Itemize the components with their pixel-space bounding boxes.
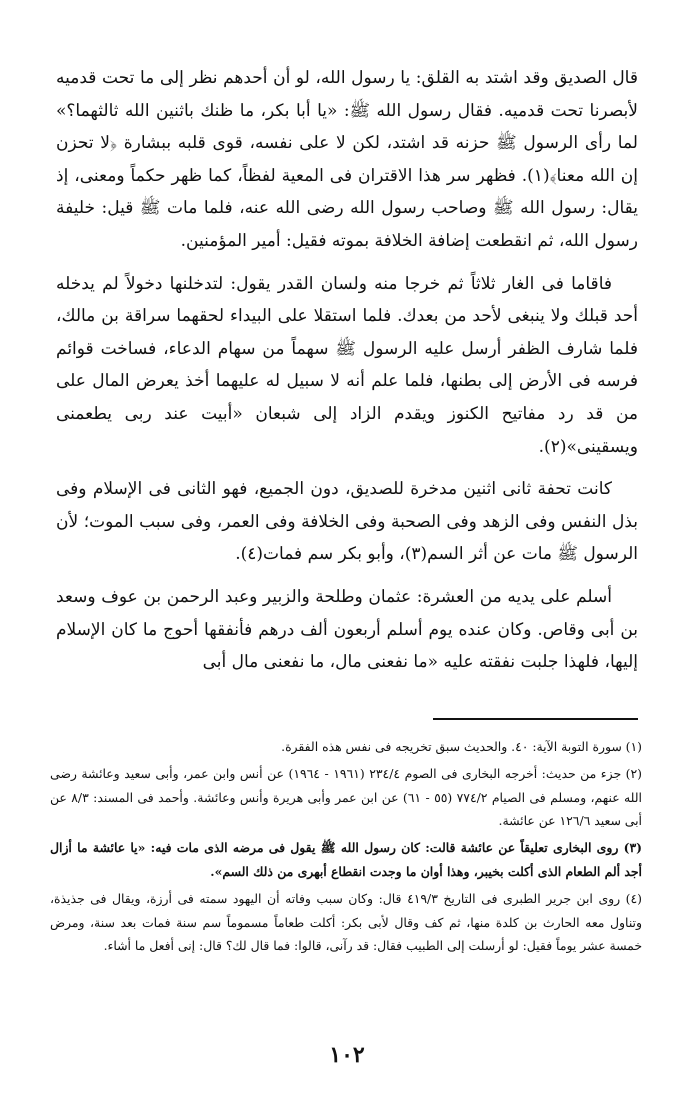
paragraph-1: قال الصديق وقد اشتد به القلق: يا رسول الله، لو أن أحدهم نظر إلى ما تحت قدميه لأبصرنا تحت قدميه. فقال رسول الله ﷺ: «يا أبا بكر، ما ظنك باثنين الله ثالثهما؟» لما رأى الرسول ﷺ حزنه قد اشتد، لكن لا على نفسه، قوى قلبه ببشارة ﴿لا تحزن إن الله معنا﴾(١). فظهر سر هذا الاقتران فى المعية لفظاً، كما ظهر حكماً ومعنى، إذ يقال: رسول الله ﷺ وصاحب رسول الله رضى الله عنه، فلما مات ﷺ قيل: خليفة رسول الله، ثم انقطعت إضافة الخلافة بموته فقيل: أمير المؤمنين.	[56, 68, 638, 251]
footnote-2: (٢) جزء من حديث: أخرجه البخارى فى الصوم ٢٣٤/٤ (١٩٦١ - ١٩٦٤) عن أنس وابن عمر، وأبى سعيد وعائشة رضى الله عنهم، ومسلم فى الصيام ٧٧٤/٢ (٥٥ - ٦١) عن ابن عمر وأبى هريرة وأنس وعائشة. وأحمد فى المسند: ٨/٣ عن أبى سعيد ١٢٦/٦ عن عائشة.	[50, 765, 642, 829]
paragraph-3: كانت تحفة ثانى اثنين مدخرة للصديق، دون الجميع، فهو الثانى فى الإسلام وفى بذل النفس وفى الزهد وفى الصحبة وفى الخلافة وفى العمر، وفى سبب الموت؛ لأن الرسول ﷺ مات عن أثر السم(٣)، وأبو بكر سم فمات(٤).	[56, 479, 638, 565]
paragraph-4: أسلم على يديه من العشرة: عثمان وطلحة والزبير وعبد الرحمن بن عوف وسعد بن أبى وقاص. وكان عنده يوم أسلم أربعون ألف درهم فأنفقها أحوج ما كان الإسلام إليها، فلهذا جلبت نفقته عليه «ما نفعنى مال، ما نفعنى مال أبى	[56, 586, 638, 673]
footnote-divider	[433, 718, 638, 720]
footnotes	[50, 735, 642, 961]
footnote-4: (٤) روى ابن جرير الطبرى فى التاريخ ٤١٩/٣ قال: وكان سبب وفاته أن اليهود سمته فى أرزة، ويقال فى جذيذة، وتناول معه الحارث بن كلدة منها، ثم كف وقال لأبى بكر: أكلت طعاماً مسموماً سم سنة فمات بعد سنة، ومرض خمسة عشر يوماً فقيل: لو أرسلت إلى الطبيب فقال: قد رآنى، قالوا: فما قال لك؟ قال: إنى أفعل ما أشاء.	[50, 890, 643, 954]
page-number: ١٠٢	[329, 1042, 365, 1068]
main-text	[56, 62, 638, 689]
paragraph-2: فاقاما فى الغار ثلاثاً ثم خرجا منه ولسان القدر يقول: لتدخلنها دخولاً لم يدخله أحد قبلك ولا ينبغى لأحد من بعدك. فلما استقلا على البيداء لحقهما سراقة بن مالك، فلما شارف الظفر أرسل عليه الرسول ﷺ سهماً من سهام الدعاء، فساخت قوائم فرسه فى الأرض إلى بطنها، فلما علم أنه لا سبيل له عليهما أخذ يعرض المال على من قد رد مفاتيح الكنوز ويقدم الزاد إلى شبعان «أبيت عند ربى يطعمنى ويسقينى»(٢).	[56, 273, 638, 457]
footnote-1: (١) سورة التوبة الآية: ٤٠. والحديث سبق تخريجه فى نفس هذه الفقرة.	[281, 739, 642, 754]
footnote-3: (٣) روى البخارى تعليقاً عن عائشة قالت: كان رسول الله ﷺ يقول فى مرضه الذى مات فيه: «يا عائشة ما أزال أجد ألم الطعام الذى أكلت بخيبر، وهذا أوان ما وجدت انقطاع أبهرى من ذلك السم».	[50, 840, 642, 879]
